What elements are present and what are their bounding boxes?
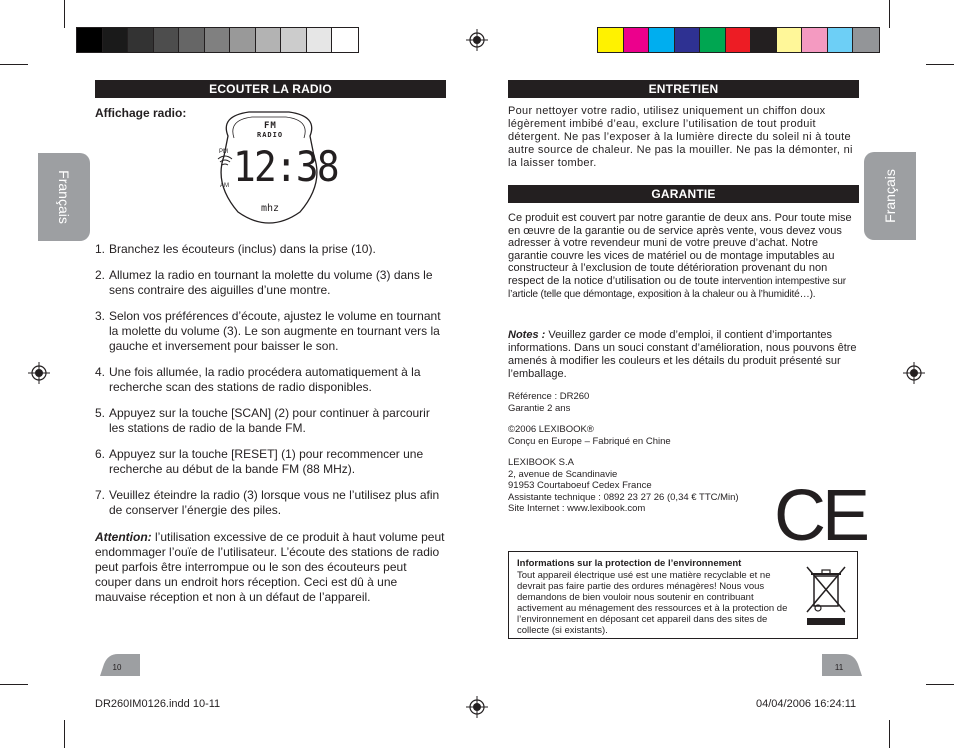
section-header-garantie: GARANTIE	[508, 185, 859, 203]
instruction-step	[95, 488, 447, 518]
process-color-bar	[597, 27, 880, 53]
color-swatch	[154, 28, 180, 52]
crop-mark	[64, 0, 65, 28]
file-slug: DR260IM0126.indd 10-11	[95, 698, 221, 710]
attention-paragraph	[95, 530, 445, 605]
instruction-step	[95, 309, 447, 354]
instruction-step	[95, 447, 447, 477]
step-number: 6.	[95, 447, 106, 461]
step-number: 4.	[95, 365, 106, 379]
lcd-am-indicator: AM	[220, 183, 229, 189]
notes-paragraph	[508, 329, 860, 381]
lcd-pm-indicator: PM	[219, 149, 228, 155]
color-swatch	[77, 28, 103, 52]
lcd-band-fm: FM	[264, 121, 277, 131]
crop-mark	[889, 720, 890, 748]
color-swatch	[103, 28, 129, 52]
attention-label: Attention:	[95, 530, 152, 544]
crossed-out-bin-icon	[801, 562, 851, 630]
crop-mark	[0, 64, 28, 65]
copyright-line: ©2006 LEXIBOOK®	[508, 424, 594, 435]
garantie-text	[508, 212, 860, 302]
website: Site Internet : www.lexibook.com	[508, 503, 646, 514]
environment-text: Tout appareil électrique usé est une matière recyclable et ne devrait pas faire partie des ordures ménagères! Nous vous demandons de bien vouloir nous soutenir en contribuant activement au ménagement des ressources et à la protection de l’environnement en déposant cet appareil dans des sites de collecte (si existants).	[517, 570, 788, 636]
color-swatch	[726, 28, 752, 52]
lcd-display-illustration	[204, 106, 338, 230]
lcd-unit-label: mhz	[261, 203, 280, 214]
entretien-text: Pour nettoyer votre radio, utilisez uniquement un chiffon doux légèrement imbibé d’eau, exclure l’utilisation de tout produit détergent. Ne pas l’exposer à la lumière directe du soleil ni à toute autre source de chaleur. Ne pas la mouiller. Ne pas la démonter, ni la laisser tomber.	[508, 105, 853, 169]
color-swatch	[307, 28, 333, 52]
section-header-ecouter: ECOUTER LA RADIO	[95, 80, 446, 98]
language-tab-left	[38, 153, 90, 241]
step-number: 1.	[95, 242, 106, 256]
address-city: 91953 Courtaboeuf Cedex France	[508, 480, 652, 491]
color-swatch	[828, 28, 854, 52]
ce-mark-icon: CE	[774, 476, 867, 556]
language-tab-label: Français	[56, 170, 72, 224]
color-swatch	[777, 28, 803, 52]
notes-text: Veuillez garder ce mode d’emploi, il contient d’importantes informations. Dans un souci constant d’amélioration, nous pouvons être amenés à modifier les couleurs et les détails du produit présenté sur l’emballage.	[508, 329, 857, 380]
language-tab-right	[864, 152, 916, 240]
environment-info-box	[508, 551, 858, 639]
registration-mark-icon	[903, 362, 925, 384]
support-phone: Assistante technique : 0892 23 27 26 (0,34 € TTC/Min)	[508, 491, 739, 503]
color-swatch	[675, 28, 701, 52]
crop-mark	[0, 684, 28, 685]
color-swatch	[802, 28, 828, 52]
address-block	[508, 457, 739, 515]
instruction-steps	[95, 242, 447, 529]
step-text: Appuyez sur la touche [RESET] (1) pour recommencer une recherche au début de la bande FM (88 MHz).	[109, 447, 424, 476]
color-swatch	[332, 28, 358, 52]
step-number: 3.	[95, 309, 106, 323]
address-street: 2, avenue de Scandinavie	[508, 468, 618, 480]
signal-icon	[218, 156, 232, 165]
company-name: LEXIBOOK S.A	[508, 457, 574, 468]
step-number: 5.	[95, 406, 106, 420]
reference-block	[508, 391, 589, 414]
lcd-time-readout: 12:38	[233, 142, 338, 191]
copyright-block	[508, 424, 671, 447]
crop-mark	[926, 684, 954, 685]
reference-line: Référence : DR260	[508, 391, 590, 402]
step-number: 7.	[95, 488, 106, 502]
warranty-line: Garantie 2 ans	[508, 402, 571, 414]
color-swatch	[751, 28, 777, 52]
notes-label: Notes :	[508, 329, 546, 341]
color-swatch	[853, 28, 879, 52]
color-swatch	[624, 28, 650, 52]
registration-mark-icon	[28, 362, 50, 384]
date-slug: 04/04/2006 16:24:11	[756, 698, 857, 710]
color-swatch	[256, 28, 282, 52]
registration-mark-icon	[466, 29, 488, 51]
page-number: 11	[834, 663, 844, 672]
radio-display-label: Affichage radio:	[95, 106, 187, 120]
grayscale-color-bar	[76, 27, 359, 53]
language-tab-label: Français	[882, 169, 898, 223]
garantie-body: Ce produit est couvert par notre garantie de deux ans. Pour toute mise en œuvre de la garantie ou de service après vente, vous devez vous adresser à votre revendeur muni de votre preuve d’achat. Notre garantie couvre les vices de matériel ou de montage imputables au constructeur à l’exclusion de toute détérioration provenant du non respect de la notice d’utilisation ou de toute	[508, 212, 852, 287]
registration-mark-icon	[466, 696, 488, 718]
step-text: Veuillez éteindre la radio (3) lorsque vous ne l’utilisez plus afin de conserver l’énergie des piles.	[109, 488, 440, 517]
step-text: Selon vos préférences d’écoute, ajustez le volume en tournant la molette du volume (3). Le son augmente en tournant vers la gauche et inversement pour baisser le son.	[109, 309, 441, 353]
garantie-body-condensed: intervention intempestive sur l’article (telle que démontage, exposition à la chaleur ou à l’humidité…).	[508, 275, 846, 300]
instruction-step	[95, 406, 447, 436]
color-swatch	[281, 28, 307, 52]
lcd-band-radio: RADIO	[257, 131, 284, 139]
crop-mark	[926, 64, 954, 65]
origin-line: Conçu en Europe – Fabriqué en Chine	[508, 435, 671, 447]
step-text: Une fois allumée, la radio procédera automatiquement à la recherche scan des stations de radio disponibles.	[109, 365, 421, 394]
color-swatch	[700, 28, 726, 52]
color-swatch	[649, 28, 675, 52]
instruction-step	[95, 268, 447, 298]
environment-title: Informations sur la protection de l’environnement	[517, 558, 742, 569]
color-swatch	[179, 28, 205, 52]
page-number: 10	[112, 663, 122, 672]
attention-text: l’utilisation excessive de ce produit à haut volume peut endommager l’ouïe de l’utilisateur. L’écoute des stations de radio peut parfois être interrompue ou le son des écouteurs peut couper dans un endroit hors réception. Ceci est dû à une mauvaise réception et non à un défaut de l’appareil.	[95, 530, 445, 604]
step-text: Branchez les écouteurs (inclus) dans la prise (10).	[109, 242, 376, 256]
section-header-entretien: ENTRETIEN	[508, 80, 859, 98]
color-swatch	[205, 28, 231, 52]
color-swatch	[598, 28, 624, 52]
step-text: Appuyez sur la touche [SCAN] (2) pour continuer à parcourir les stations de radio de la bande FM.	[109, 406, 430, 435]
instruction-step	[95, 365, 447, 395]
crop-mark	[64, 720, 65, 748]
color-swatch	[128, 28, 154, 52]
step-number: 2.	[95, 268, 106, 282]
step-text: Allumez la radio en tournant la molette du volume (3) dans le sens contraire des aiguilles d’une montre.	[109, 268, 433, 297]
instruction-step	[95, 242, 447, 257]
crop-mark	[889, 0, 890, 28]
color-swatch	[230, 28, 256, 52]
